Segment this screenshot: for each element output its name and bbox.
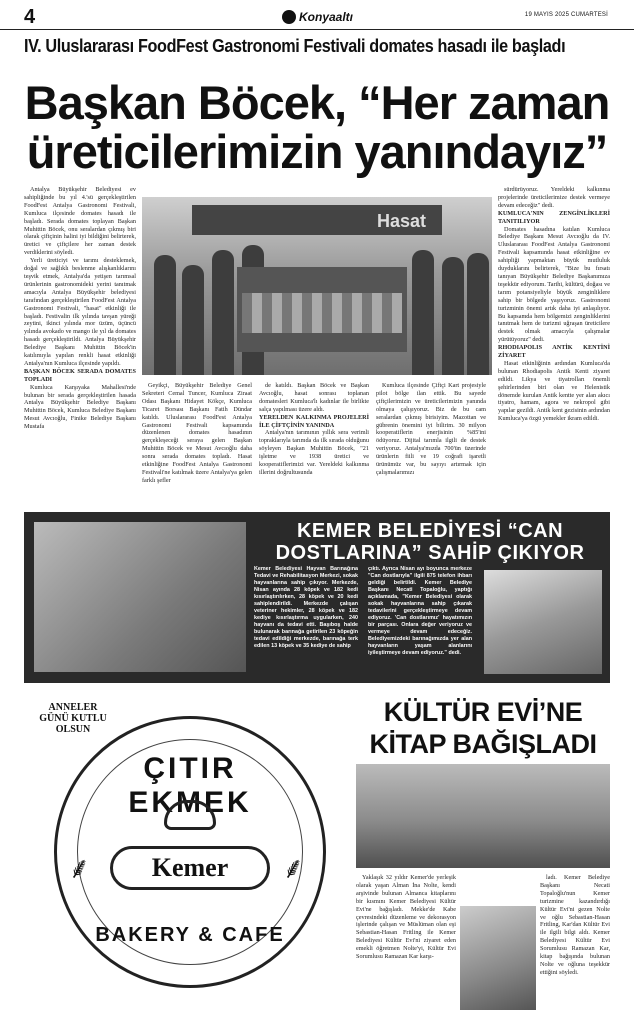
lead-column-1 [24, 186, 136, 506]
lead-headline: Başkan Böcek, “Her zaman üreticilerimizin yanındayız” [24, 76, 610, 178]
lead-paragraph: sürdürüyoruz. Yereldeki kalkınma projelerinde üreticilerimize destek vermeye devam edeceğiz" dedi. [498, 186, 610, 209]
person-figure [154, 255, 176, 375]
banner-text: Hasat [377, 211, 427, 231]
lead-subheading: RHODIAPOLIS ANTİK KENTİNİ ZİYARET [498, 344, 610, 360]
person-figure [182, 265, 204, 375]
kemer-story-box [24, 512, 610, 683]
person-figure [467, 253, 489, 375]
lead-paragraph: Yerli üreticiyi ve tarımı desteklemek, doğal ve sağlıklı beslenme alışkanlıklarını teşvik etmek, Antalya'da yetişen tarımsal ürünlerinin gastronomideki yerini tanıtmak amacıyla Antalya Büyükşehir belediyesi tarafından gerçekleştirilen FoodFest Antalya Gastronomi Festivali, "hasat" etkinliği ile başladı. Festivalin ilk yılında tavşan yüreği zeytini, ikinci yılında mor üzüm, üçüncü yılında avokado ve mango ile yıl da domates hasadı gerçekleştirildi. Antalya Büyükşehir Belediye Başkanı Muhittin Böcek'in katılımıyla yapılan renkli hasat etkinliği Antalya'nın Kumluca ilçesinde yapıldı. [24, 257, 136, 367]
lead-paragraph: de katıldı. Başkan Böcek ve Başkan Avcıoğlu, hasat sonrası toplanan domatesleri Kumluca'lı kadınlar ile birlikte salça yapılması üzere aldı. [259, 382, 369, 413]
lead-photo [142, 197, 492, 375]
ad-brand-top: ÇITIR EKMEK [128, 752, 252, 819]
kultur-evi-photo [460, 906, 536, 1010]
lead-kicker: IV. Uluslararası FoodFest Gastronomi Festivali domates hasadı ile başladı [24, 36, 566, 56]
lead-subheading: KUMLUCA'NIN ZENGİNLİKLERİ TANITILIYOR [498, 209, 610, 225]
person-figure [212, 250, 234, 375]
book-donation-photo [356, 764, 610, 868]
lead-paragraph: Domates hasadına katılan Kumluca Belediye Başkanı Mesut Avcıoğlu da IV. Uluslararası FoodFest Antalya Gastronomi Festivali kapsamında hasat etkinliğine ev sahipliği yapmaktan büyük mutluluk duyduklarını belirterek, "Bize bu fırsatı tanıyan Büyükşehir Belediye Başkanımıza teşekkür ediyorum. Tarihi, kültürü, doğası ve tarım potansiyeliyle büyük zenginliklere sahip bir bölgede yaşıyoruz. Gastronomi turizminin önemi artık daha iyi anlaşılıyor. Bu kapsamda hem bölgemizi zenginliklerini tanıtmak hem de turizmi uğraşan üreticilere destek olmak amacıyla çalışmalar yürütüyoruz" dedi. [498, 225, 610, 344]
masthead [0, 0, 634, 30]
newspaper-logo [282, 10, 353, 24]
bakery-advertisement [24, 696, 344, 1008]
lead-paragraph: Antalya Büyükşehir Belediyesi ev sahipliğinde bu yıl 4.'sü gerçekleştirilen FoodFest Antalya Gastronomi Festivali, Kumluca ilçesinde domates hasadı ile başladı. Serada domates toplayan Başkan Muhittin Böcek, onu seralardan çıkmış biri olarak çiftçinin halini iyi bildiğini belirterek, üretici ve çiftçilere her zaman destek verdiklerini söyledi. [24, 186, 136, 257]
kemer-column-2: çıktı. Ayrıca Nisan ayı boyunca merkeze "Can dostlarıyla" ilgili 875 telefon ihbarı geldiği belirtildi. Kemer Belediye Başkanı Necati Topaloğlu, yaptığı açıklamada, "Kemer Belediyesi olarak sokak hayvanlarına sahip çıkarak tedavilerini gerçekleştirmeye devam ediyoruz. 'Can dostlarımız' hayatımızın bir parçası. Onlara değer veriyoruz ve vermeye devam edeceğiz. Belediyemizdeki barınağımızda yer alan hayvanların yaşam alanlarını iyileştirmeye devam ediyoruz." dedi. [368, 566, 472, 656]
person-figure [412, 250, 434, 375]
kemer-headline: KEMER BELEDİYESİ “CAN DOSTLARINA” SAHİP ÇIKIYOR [275, 520, 585, 564]
kultur-headline: KÜLTÜR EVİ’NE KİTAP BAĞIŞLADI [369, 697, 597, 759]
ad-brand-name: Kemer [110, 846, 270, 890]
vet-clinic-photo [34, 522, 246, 672]
mothers-day-note: ANNELER GÜNÜ KUTLU OLSUN [39, 702, 107, 735]
kultur-paragraph: ladı. Kemer Belediye Başkanı Necati Topaloğlu'nun Kemer turizmine kazandırdığı Kültür Evi'ni gezen Nolte ve oğlu Sebastian-Hasan Fritling, Kar'dan Kültür Evi ile ilgili bilgi aldı. Kemer Belediyesi Kültür Evi Sorumlusu Ramazan Kar, kitap bağışında bulunan Nolte ve oğluna teşekkür ettiğini söyledi. [540, 874, 610, 976]
produce-crates [242, 293, 402, 333]
kultur-paragraph: Yaklaşık 32 yıldır Kemer'de yerleşik olarak yaşan Alman İna Nolte, kendi arşivinde bulunan Almanca kitaplarını bir kısmını Kemer Belediyesi Kültür Evi'ne bağışladı. Mekke'de Kabe çevresindeki düzenleme ve dekorasyon işlerinde çalışan ve Müslüman olan eşi Sebastian-Hasan Fritling ile Kemer Belediyesi Kültür Evi'ni ziyaret eden emekli öğretmen Nolte'yi, Kültür Evi Sorumlusu Ramazan Kar karşı- [356, 874, 456, 961]
wheat-icon: ⸙ [68, 851, 91, 886]
ad-brand-bottom: BAKERY & CAFE [95, 924, 285, 946]
issue-date: 19 MAYIS 2025 CUMARTESİ [524, 12, 608, 18]
lead-column-5 [498, 186, 610, 506]
logo-emblem-icon [282, 10, 296, 24]
lead-paragraph: Kumluca Karşıyaka Mahallesi'nde bulunan bir serada gerçekleştirilen hasada Antalya Büyükşehir Belediye Başkanı Muhittin Böcek, Kumluca Belediye Başkanı Mesut Avcıoğlu, Finike Belediye Başkanı Mustafa [24, 383, 136, 431]
lead-column-2 [142, 382, 252, 506]
page-number: 4 [24, 6, 36, 28]
lead-paragraph: Antalya'nın tarımının yıllık sera verimli topraklarıyla tarımda da ilk sırada olduğunu söyleyen Başkan Muhittin Böcek, "21 işletme ve 1938 üretici ve kooperatiflerimizi var. Yereldeki kalkınma illerini doğrultusunda [259, 429, 369, 476]
lead-column-3 [259, 382, 369, 506]
animal-ambulance-photo [484, 570, 602, 674]
wheat-icon: ⸙ [282, 851, 305, 886]
person-figure [442, 257, 464, 375]
lead-column-4 [376, 382, 486, 506]
kultur-column-1 [356, 874, 456, 1010]
lead-paragraph: Hasat etkinliğinin ardından Kumluca'da bulunan Rhodiapolis Antik Kenti ziyaret edildi. Likya ve tiyatrolları önemli şehirlerinden biri olan ve Helenistik dönemde kurulan Antik kentte yer alan akıcı tiyatro, hamam, agora ve nekropol gibi yapılar gezildi. Antik kent gezisinin ardından Kumluca'ya özgü yemekler ikram edildi. [498, 359, 610, 423]
kultur-column-2 [540, 874, 610, 1010]
lead-paragraph: Kumluca ilçesinde Çiftçi Kart projesiyle pilot bölge ilan ettik. Bu sayede çiftçilerimizin ve üreticilerimizin yanında olmaya çalışıyoruz. Biz de bu cam seralardan çıkmış birisiyim. Mazottan ve gübrenin önemini iyi bilirim. 30 milyon kooperatiflerin enerjisinin %85'ini ödüyoruz. Dijital tarımla ilgili de destek veriyoruz. Antalya'mızda 700'ün üzerinde ürünlerin fiili ve 19 coğrafi işaretli ürünümüz var, bu sayıyı artırmak için çalışmalarımızı [376, 382, 486, 476]
lead-subheading: YERELDEN KALKINMA PROJELERİ İLE ÇİFTÇİNİN YANINDA [259, 413, 369, 429]
logo-text: Konyaaltı [299, 10, 354, 24]
lead-paragraph: Geyikçi, Büyükşehir Belediye Genel Sekreteri Cemal Tuncer, Kumluca Ziraat Odası Başkanı Hidayet Kökçe, Kumluca Ticaret Borsası Başkanı Fatih Dündar katıldı. Uluslararası FoodFest Antalya Gastronomi Festivali kapsamında düzenlenen domates hasadının gerçekleşeceği seraya gelen Başkan Muhittin Böcek ve Mesut Avcıoğlu daha sonra serada domates topladı. Hasat etkinliğine FoodFest Antalya Gastronomi Festivali'ne katılmak üzere Antalya'ya gelen farklı şefler [142, 382, 252, 484]
lead-subheading: BAŞKAN BÖCEK SERADA DOMATES TOPLADI [24, 367, 136, 383]
kemer-column-1: Kemer Belediyesi Hayvan Barınağına Tedavi ve Rehabilitasyon Merkezi, sokak hayvanlarına sahip çıkıyor. Merkezde, Nisan ayında 28 köpek ve 182 kedi kısırlaştırılırken, 28 köpek ve 20 kedi sahiplendirildi. Merkezde çalışan veteriner hekimler, 28 köpek ve 182 kediye kısırlaştırma uygularken, 240 hayvanı da tedavi etti. Başıboş halde bulunarak barınağa getirilen 23 köpeğin tedavi edildiği merkezde, barınağa terk edilen 13 köpek ve 35 kediye de sahip [254, 566, 358, 649]
